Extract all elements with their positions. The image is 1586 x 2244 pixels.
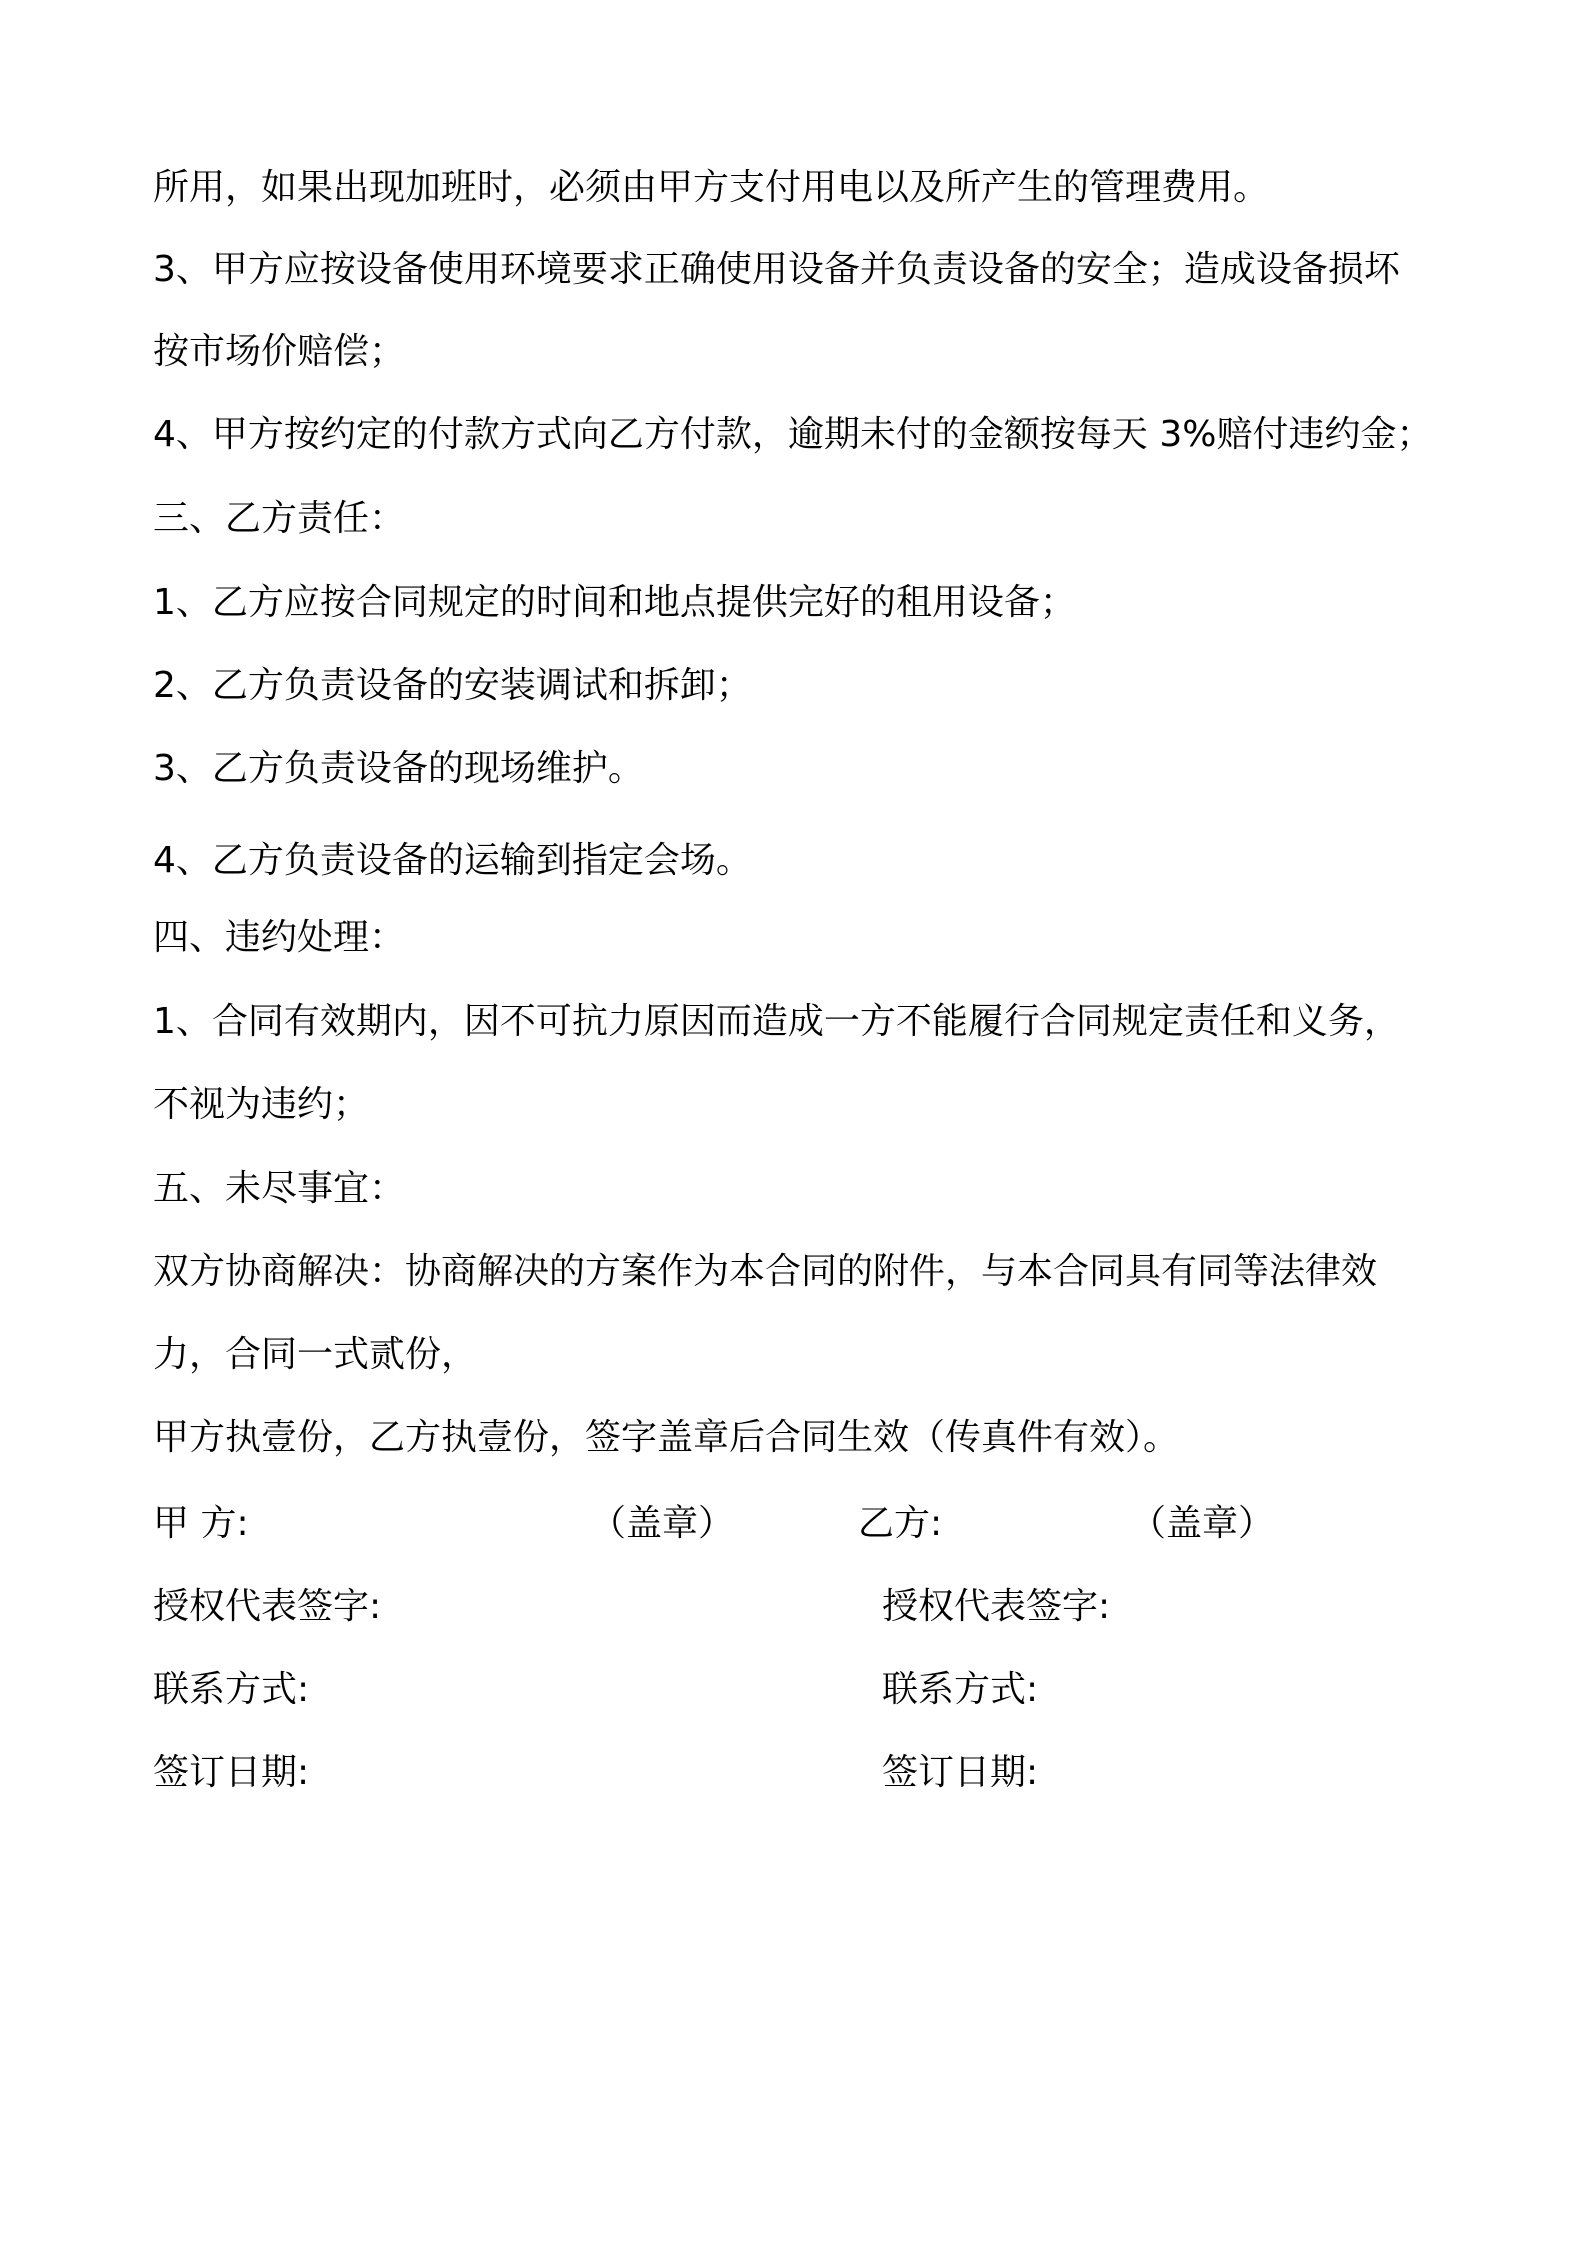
party-b-contact: 联系方式: [882, 1669, 1039, 1710]
body-line-1: 所用，如果出现加班时，必须由甲方支付用电以及所产生的管理费用。 [153, 167, 1270, 208]
body-line-6: 2、乙方负责设备的安装调试和拆卸； [153, 665, 752, 706]
body-line-4: 4、甲方按约定的付款方式向乙方付款，逾期未付的金额按每天 3%赔付违约金； [153, 414, 1433, 455]
party-a-representative-signature: 授权代表签字: [153, 1586, 382, 1627]
body-line-2: 3、甲方应按设备使用环境要求正确使用设备并负责设备的安全；造成设备损坏 [153, 249, 1400, 290]
body-line-7: 3、乙方负责设备的现场维护。 [153, 748, 644, 789]
section-heading-4: 四、违约处理： [153, 917, 406, 958]
body-line-8: 4、乙方负责设备的运输到指定会场。 [153, 840, 752, 881]
body-line-13: 甲方执壹份，乙方执壹份，签字盖章后合同生效（传真件有效）。 [153, 1417, 1180, 1458]
party-b-label: 乙方: [858, 1503, 943, 1544]
section-heading-3: 三、乙方责任： [153, 498, 406, 539]
body-line-11: 双方协商解决：协商解决的方案作为本合同的附件，与本合同具有同等法律效 [153, 1251, 1378, 1292]
body-line-9: 1、合同有效期内，因不可抗力原因而造成一方不能履行合同规定责任和义务， [153, 1001, 1400, 1042]
body-line-12: 力，合同一式贰份， [153, 1334, 478, 1375]
party-b-sign-date: 签订日期: [882, 1752, 1039, 1793]
party-a-contact: 联系方式: [153, 1669, 310, 1710]
party-a-label: 甲 方: [153, 1503, 249, 1544]
body-line-3: 按市场价赔偿； [153, 331, 406, 372]
body-line-10: 不视为违约； [153, 1084, 370, 1125]
section-heading-5: 五、未尽事宜： [153, 1168, 406, 1209]
party-b-representative-signature: 授权代表签字: [882, 1586, 1111, 1627]
party-a-sign-date: 签订日期: [153, 1752, 310, 1793]
party-a-seal: （盖章） [590, 1503, 735, 1544]
party-b-seal: （盖章） [1130, 1503, 1275, 1544]
body-line-5: 1、乙方应按合同规定的时间和地点提供完好的租用设备； [153, 582, 1076, 623]
